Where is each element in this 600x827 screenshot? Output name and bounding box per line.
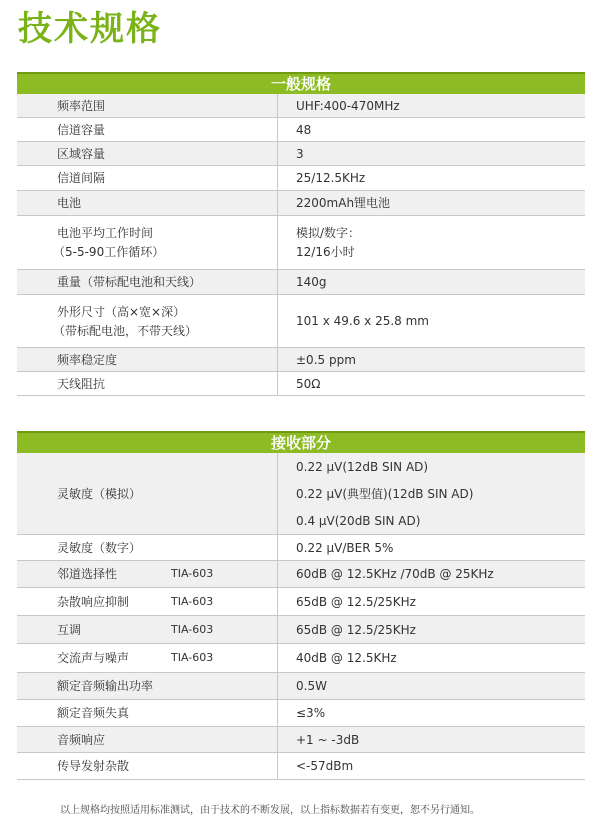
spec-value: 50Ω [296,376,321,391]
spec-value: 60dB @ 12.5KHz /70dB @ 25KHz [296,567,494,581]
spec-value: 0.5W [296,679,327,693]
spec-label-note: （5-5-90工作循环） [53,245,165,259]
spec-label: 交流声与噪声 [57,651,130,665]
spec-label-cell [17,304,277,339]
table-row [17,700,585,727]
table-row [17,348,585,372]
footer-note: 以上规格均按照适用标准测试，由于技术的不断发展，以上指标数据若有变更，恕不另行通知。 [60,805,480,816]
standard-label: TIA-603 [171,622,214,636]
spec-label: 频率范围 [57,98,106,113]
page-title: 技术规格 [18,9,162,49]
spec-label-note: （带标配电池，不带天线） [53,323,198,338]
spec-value: 0.4 μV(20dB SIN AD) [296,513,421,528]
general-section-header: 一般规格 [17,72,585,94]
standard-label: TIA-603 [171,567,214,580]
spec-value: 140g [296,275,327,289]
spec-value: 0.22 μV/BER 5% [296,540,394,555]
spec-value: +1 ~ -3dB [296,732,360,747]
table-row [17,453,585,535]
spec-value: 101 x 49.6 x 25.8 mm [296,314,429,328]
spec-value: 25/12.5KHz [296,171,366,185]
spec-value: ≤3% [296,706,326,720]
spec-label: 信道容量 [57,122,106,137]
spec-value: 0.22 μV(典型值)(12dB SIN AD) [296,486,474,501]
spec-label-cell [17,650,277,666]
spec-value: 模拟/数字： [296,226,361,240]
table-row [17,142,585,166]
spec-label: 灵敏度（模拟） [57,486,142,501]
spec-label: 音频响应 [57,732,106,747]
spec-value: 65dB @ 12.5/25KHz [296,594,416,609]
standard-label: TIA-603 [171,594,214,608]
spec-value: 2200mAh锂电池 [296,196,391,210]
spec-label: 区域容量 [57,146,106,161]
table-row [17,673,585,700]
table-row [17,216,585,270]
spec-label: 额定音频失真 [57,706,130,720]
spec-label: 电池平均工作时间 [57,226,154,240]
table-row [17,588,585,616]
spec-value: <-57dBm [296,759,354,773]
spec-label: 互调 [57,622,82,637]
general-spec-table [17,72,585,396]
table-row [17,616,585,644]
spec-value: UHF:400-470MHz [296,98,400,113]
table-row [17,270,585,295]
spec-label: 信道间隔 [57,171,106,185]
spec-label: 额定音频输出功率 [57,679,154,693]
table-row [17,94,585,118]
spec-label: 外形尺寸（高×宽×深） [57,304,186,319]
receive-section-header: 接收部分 [17,431,585,453]
spec-value: 0.22 μV(12dB SIN AD) [296,459,429,474]
spec-label: 灵敏度（数字） [57,540,142,555]
spec-value: 48 [296,122,312,137]
spec-value: 65dB @ 12.5/25KHz [296,622,416,637]
spec-label: 重量（带标配电池和天线） [57,275,202,289]
receive-spec-table [17,431,585,780]
standard-label: TIA-603 [171,651,214,664]
spec-value: 3 [296,146,304,161]
spec-label: 电池 [57,196,82,210]
spec-label: 杂散响应抑制 [57,594,130,609]
table-row [17,166,585,191]
table-row [17,535,585,561]
spec-label-cell [17,594,277,610]
spec-label-cell [17,225,277,260]
spec-label: 天线阻抗 [57,376,106,391]
table-row [17,644,585,673]
table-row [17,727,585,753]
table-row [17,372,585,396]
table-row [17,118,585,142]
table-row [17,753,585,780]
table-row [17,191,585,216]
spec-label-cell [17,566,277,582]
spec-label: 邻道选择性 [57,567,118,581]
table-row [17,295,585,348]
spec-label: 频率稳定度 [57,352,118,367]
spec-label-cell [17,622,277,638]
spec-value: ±0.5 ppm [296,352,356,367]
spec-label: 传导发射杂散 [57,759,130,773]
spec-value-note: 12/16小时 [296,245,355,259]
table-row [17,561,585,588]
spec-value: 40dB @ 12.5KHz [296,651,397,665]
